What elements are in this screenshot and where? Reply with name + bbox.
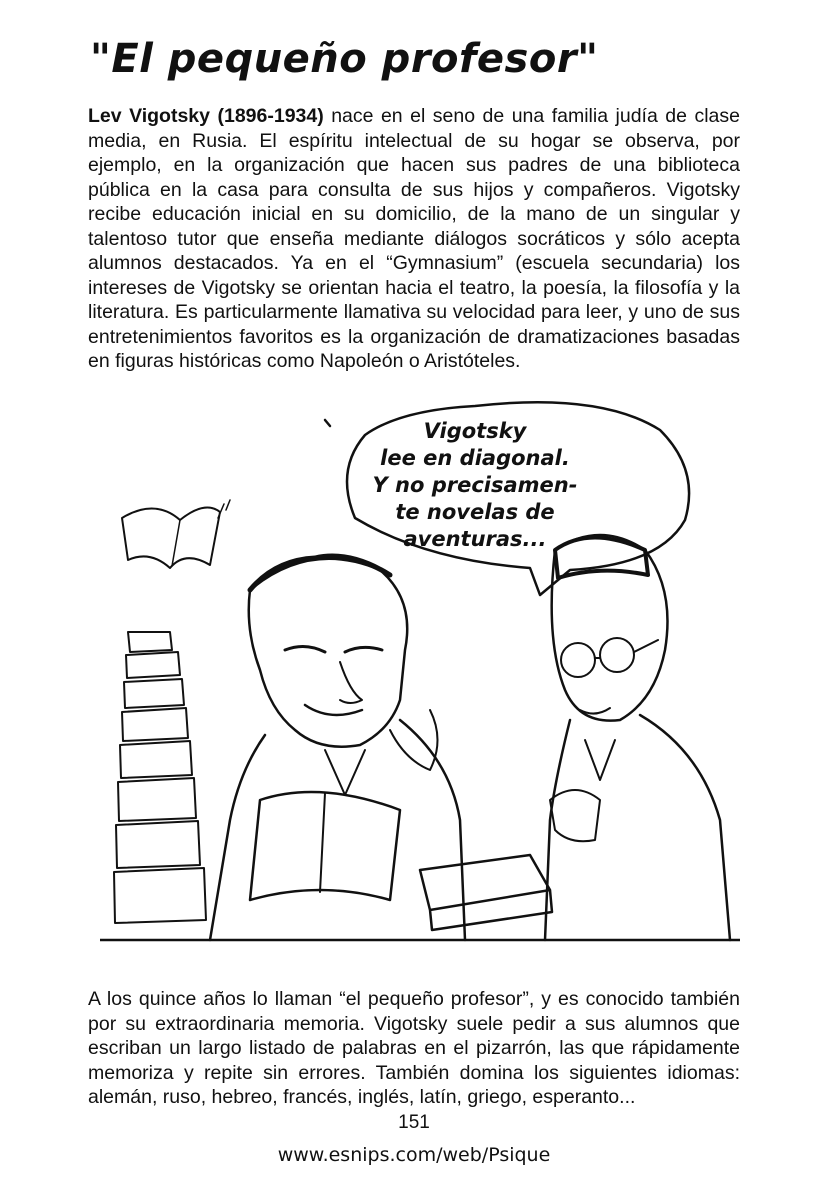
paragraph-body: nace en el seno de una familia judía de clase media, en Rusia. El espíritu intelectual de su hogar se observa, por ejemplo, en la organización que hacen sus padres de una biblioteca pública en la casa para consulta de sus hijos y compañeros. Vigotsky recibe educación inicial en su domicilio, de la mano de un singular y talentoso tutor que enseña mediante diálogos socráticos y sólo acepta alumnos destacados. Ya en el “Gymnasium” (escuela secundaria) los intereses de Vigotsky se orientan hacia el teatro, la poesía, la filosofía y la literatura. Es particularmente llamativa su velocidad para leer, y uno de sus entretenimientos favoritos es la organización de dramatizaciones basadas en figuras históricas como Napoleón o Aristóteles. [88,105,740,372]
page-number: 151 [398,1112,430,1133]
closed-book [420,855,552,930]
book-stack [114,632,206,923]
bubble-line: te novelas de [395,500,555,524]
bubble-line: aventuras... [403,527,547,551]
speech-bubble-text [350,418,600,553]
bubble-line: lee en diagonal. [380,446,570,470]
flying-book [122,508,220,569]
memory-paragraph: A los quince años lo llaman “el pequeño profesor”, y es conocido también por su extraordinaria memoria. Vigotsky suele pedir a sus alumnos que escriban un largo listado de palabras en el pizarrón, las que rápidamente memoriza y repite sin errores. También domina los siguientes idiomas: alemán, ruso, hebreo, francés, inglés, latín, griego, esperanto... [88,988,740,1108]
bubble-line: Y no precisamen- [372,473,578,497]
vigotsky-figure [210,556,465,940]
page-title: "El pequeño profesor" [90,36,599,82]
footer-url: www.esnips.com/web/Psique [277,1144,551,1166]
paragraph-lead: Lev Vigotsky (1896-1934) [88,105,324,127]
glasses-figure [545,535,730,940]
bubble-line: Vigotsky [423,419,527,443]
intro-paragraph [88,104,740,374]
